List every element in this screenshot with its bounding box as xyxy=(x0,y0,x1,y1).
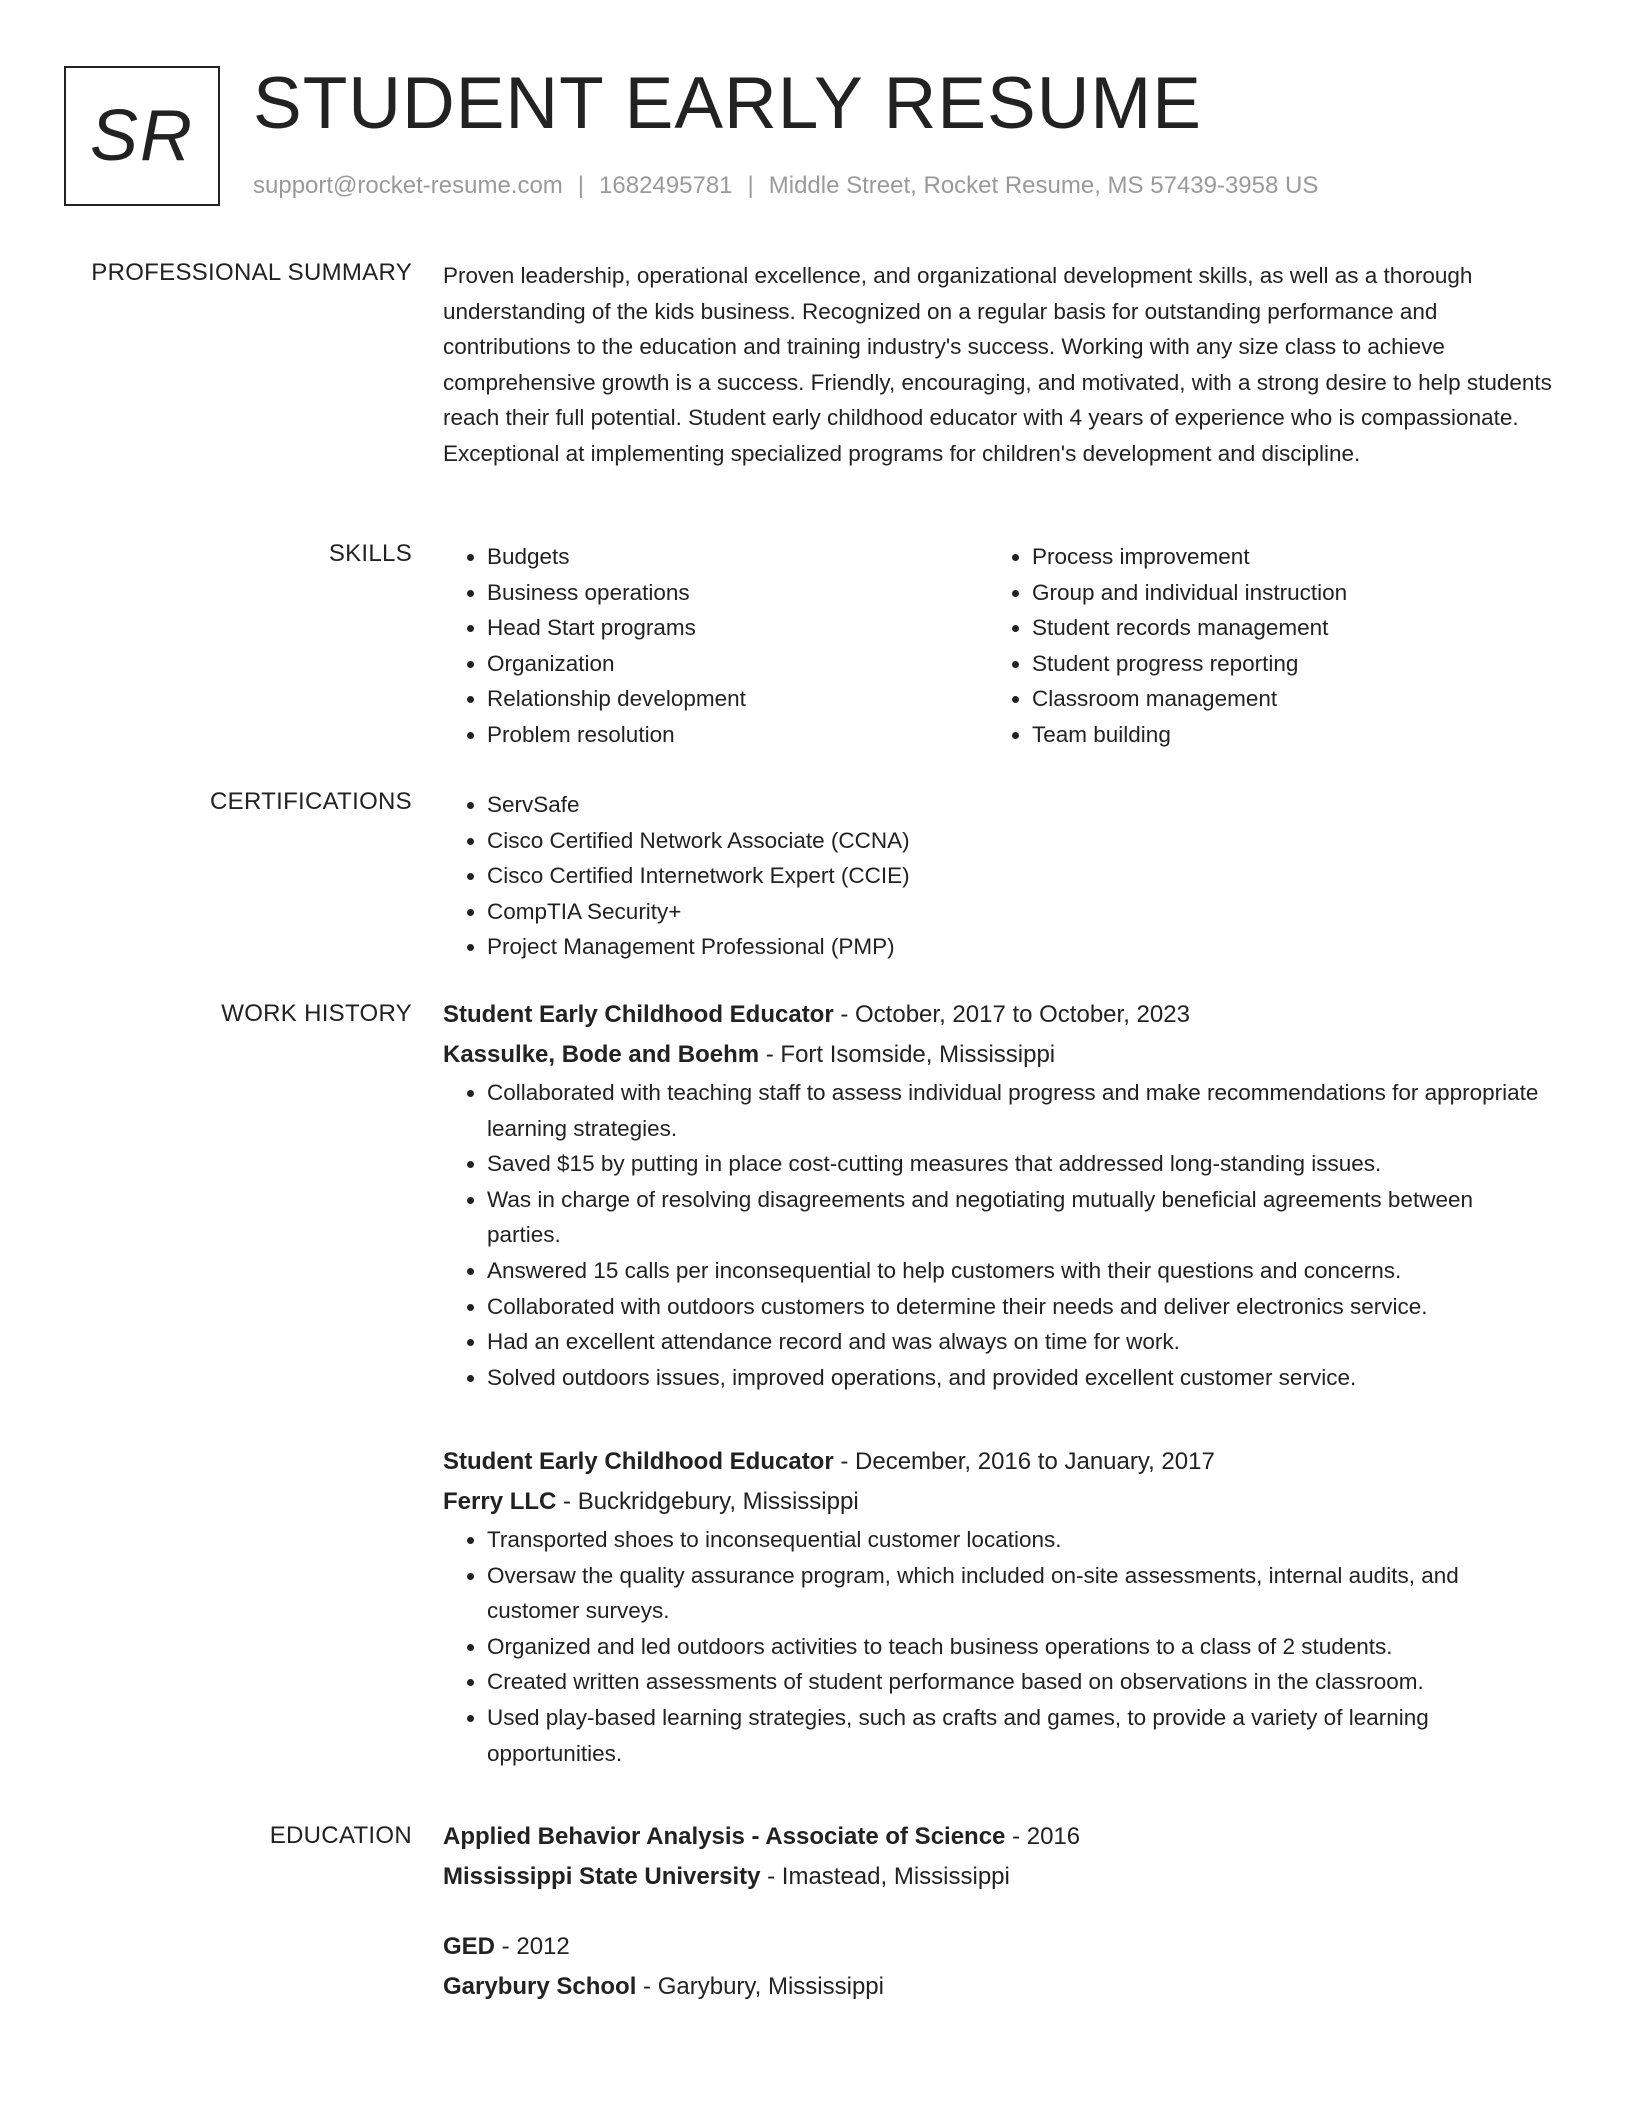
job-title-line xyxy=(443,995,1553,1035)
certification-item: • Cisco Certified Internetwork Expert (CCIE) xyxy=(487,858,1553,894)
job-dates: - December, 2016 to January, 2017 xyxy=(833,1448,1215,1475)
job-company: Kassulke, Bode and Boehm xyxy=(443,1041,760,1068)
skill-item: • Head Start programs xyxy=(487,610,988,646)
contact-email: support@rocket-resume.com xyxy=(253,172,563,199)
monogram-logo: SR xyxy=(64,66,220,206)
section-label-certifications: CERTIFICATIONS xyxy=(210,788,412,815)
job-bullet: • Answered 15 calls per inconsequential to help customers with their questions and concerns. xyxy=(487,1253,1553,1289)
skill-item: • Organization xyxy=(487,646,988,682)
job-bullet: • Collaborated with outdoors customers to determine their needs and deliver electronics service. xyxy=(487,1289,1553,1325)
education-location: - Imastead, Mississippi xyxy=(760,1863,1010,1890)
section-label-education: EDUCATION xyxy=(269,1822,412,1849)
job-title: Student Early Childhood Educator xyxy=(443,1001,834,1028)
education-year: - 2016 xyxy=(1005,1823,1081,1850)
contact-phone: 1682495781 xyxy=(599,172,733,199)
skill-item: • Team building xyxy=(1032,717,1533,753)
skill-item: • Problem resolution xyxy=(487,717,988,753)
section-label-skills: SKILLS xyxy=(328,540,412,567)
education-entry xyxy=(443,1817,1553,1897)
job-bullet: • Was in charge of resolving disagreements and negotiating mutually beneficial agreements between parties. xyxy=(487,1182,1553,1253)
skill-item: • Classroom management xyxy=(1032,681,1533,717)
contact-separator: | xyxy=(747,172,754,199)
education-entry xyxy=(443,1927,1553,2007)
certifications-list xyxy=(443,787,1553,965)
skill-item: • Student records management xyxy=(1032,610,1533,646)
skills-list-left xyxy=(443,539,988,753)
skill-item: • Relationship development xyxy=(487,681,988,717)
job-bullet: • Saved $15 by putting in place cost-cutting measures that addressed long-standing issues. xyxy=(487,1146,1553,1182)
job-entry xyxy=(443,995,1553,1395)
education-year: - 2012 xyxy=(495,1933,570,1960)
job-location: - Buckridgebury, Mississippi xyxy=(556,1488,859,1515)
education-school: Garybury School xyxy=(443,1973,637,2000)
job-bullet: • Collaborated with teaching staff to assess individual progress and make recommendations for appropriate learning strategies. xyxy=(487,1075,1553,1146)
job-company-line xyxy=(443,1482,1553,1522)
resume-header xyxy=(64,64,1568,214)
contact-separator: | xyxy=(577,172,585,199)
job-location: - Fort Isomside, Mississippi xyxy=(759,1041,1056,1068)
education-school-line xyxy=(443,1857,1553,1897)
job-company: Ferry LLC xyxy=(443,1488,557,1515)
job-title-line xyxy=(443,1442,1553,1482)
education-degree-line xyxy=(443,1927,1553,1967)
job-bullet: • Solved outdoors issues, improved operations, and provided excellent customer service. xyxy=(487,1360,1553,1396)
job-bullet: • Organized and led outdoors activities to teach business operations to a class of 2 students. xyxy=(487,1629,1553,1665)
skills-column-left xyxy=(443,539,988,753)
section-label-work-history: WORK HISTORY xyxy=(221,1000,412,1027)
contact-address: Middle Street, Rocket Resume, MS 57439-3958 US xyxy=(768,172,1319,199)
section-label-summary: PROFESSIONAL SUMMARY xyxy=(91,259,412,286)
skills-body xyxy=(443,539,1553,753)
skills-list-right xyxy=(988,539,1533,753)
job-company-line xyxy=(443,1035,1553,1075)
skill-item: • Process improvement xyxy=(1032,539,1533,575)
job-bullet: • Created written assessments of student performance based on observations in the classroom. xyxy=(487,1664,1553,1700)
job-title: Student Early Childhood Educator xyxy=(443,1448,834,1475)
skills-columns xyxy=(443,539,1553,753)
education-degree-line xyxy=(443,1817,1553,1857)
job-bullets xyxy=(443,1522,1553,1771)
education-school: Mississippi State University xyxy=(443,1863,761,1890)
skill-item: • Budgets xyxy=(487,539,988,575)
resume-name: STUDENT EARLY RESUME xyxy=(253,63,1202,144)
education-location: - Garybury, Mississippi xyxy=(636,1973,884,2000)
job-bullet: • Had an excellent attendance record and was always on time for work. xyxy=(487,1324,1553,1360)
skill-item: • Business operations xyxy=(487,575,988,611)
contact-line xyxy=(253,172,1318,200)
certification-item: • ServSafe xyxy=(487,787,1553,823)
job-bullet: • Oversaw the quality assurance program, which included on-site assessments, internal audits, and customer surveys. xyxy=(487,1558,1553,1629)
skills-column-right xyxy=(988,539,1533,753)
job-bullet: • Used play-based learning strategies, such as crafts and games, to provide a variety of learning opportunities. xyxy=(487,1700,1553,1771)
job-dates: - October, 2017 to October, 2023 xyxy=(833,1001,1190,1028)
certification-item: • Project Management Professional (PMP) xyxy=(487,929,1553,965)
job-bullets xyxy=(443,1075,1553,1395)
education-school-line xyxy=(443,1967,1553,2007)
skill-item: • Student progress reporting xyxy=(1032,646,1533,682)
summary-body xyxy=(443,258,1553,472)
job-entry xyxy=(443,1442,1553,1771)
certification-item: • CompTIA Security+ xyxy=(487,894,1553,930)
summary-text: Proven leadership, operational excellence, and organizational development skills, as well as a thorough understanding of the kids business. Recognized on a regular basis for outstanding performance and contributions to the education and training industry's success. Working with any size class to achieve comprehensive growth is a success. Friendly, encouraging, and motivated, with a strong desire to help students reach their full potential. Student early childhood educator with 4 years of experience who is compassionate. Exceptional at implementing specialized programs for children's development and discipline. xyxy=(443,263,1552,466)
certifications-body xyxy=(443,787,1553,965)
job-bullet: • Transported shoes to inconsequential customer locations. xyxy=(487,1522,1553,1558)
education-degree: Applied Behavior Analysis - Associate of Science xyxy=(443,1823,1006,1850)
education-degree: GED xyxy=(443,1933,496,1960)
certification-item: • Cisco Certified Network Associate (CCNA) xyxy=(487,823,1553,859)
skill-item: • Group and individual instruction xyxy=(1032,575,1533,611)
